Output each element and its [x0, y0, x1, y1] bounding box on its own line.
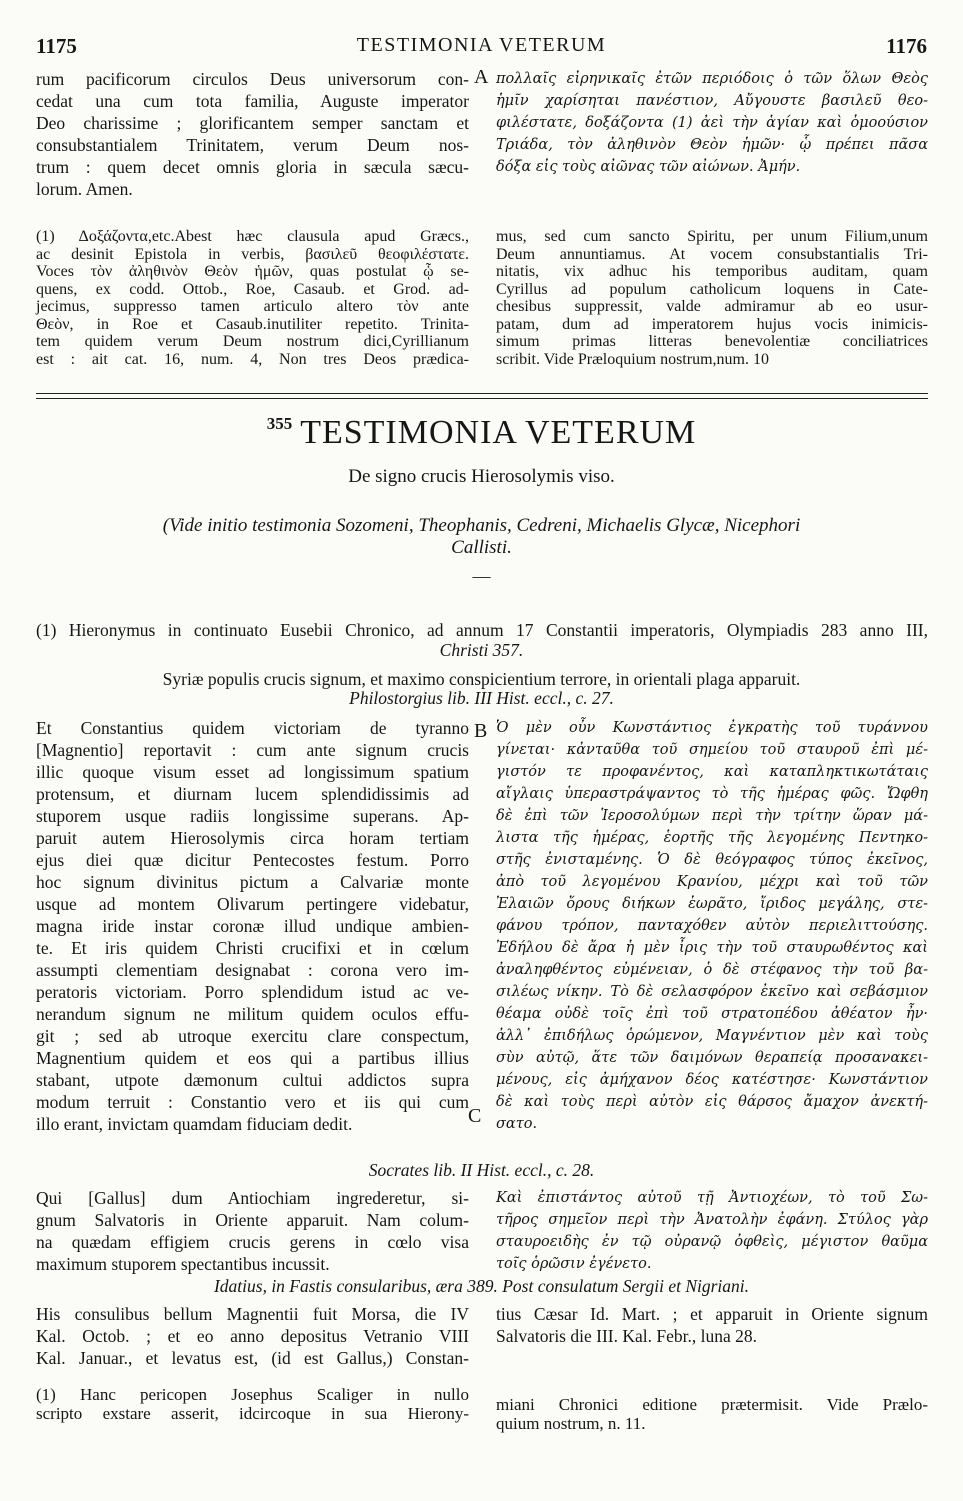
- text-line: maximum stuporem spectantibus incussit.: [36, 1254, 330, 1274]
- text-line: nerandum signum ne militum quidem oculos effu-: [36, 1004, 469, 1024]
- text-line: cedat una cum tota familia, Auguste imperator: [36, 91, 469, 111]
- text-line: σταυροειδὴς ἐν τῷ οὐρανῷ ὀφθεὶς, μέγιστον θαῦμα: [496, 1234, 928, 1250]
- text-line: rum pacificorum circulos Deus universorum con-: [36, 69, 469, 89]
- page-number-left: 1175: [36, 34, 77, 58]
- text-line: hoc signum divinitus pictum a Calvariæ monte: [36, 872, 469, 892]
- text-line: σὺν αὐτῷ, ἅτε τῶν δαιμόνων θεραπείᾳ προσανακει-: [496, 1050, 928, 1066]
- section-title: TESTIMONIA VETERUM: [300, 414, 697, 451]
- text-line: Θεὸν, in Roe et Casaub.inutiliter repetito. Trinita-: [36, 315, 469, 333]
- text-line: git ; sed ab utroque exercitu clare conspectum,: [36, 1026, 469, 1046]
- hieronymus-citation: (1) Hieronymus in continuato Eusebii Chronico, ad annum 17 Constantii imperatoris, Olympiadis 283 anno III,: [36, 620, 928, 640]
- vide-line: (Vide initio testimonia Sozomeni, Theophanis, Cedreni, Michaelis Glycæ, Nicephori: [162, 515, 801, 536]
- section-subtitle: De signo crucis Hierosolymis viso.: [348, 466, 615, 487]
- divider-rule: [36, 393, 928, 394]
- vide-line: Callisti.: [451, 537, 512, 558]
- text-line: Magnentium quidem et eos qui a partibus illius: [36, 1048, 469, 1068]
- text-line: σατο.: [496, 1116, 538, 1132]
- text-line: [Magnentio] reportavit : cum ante signum crucis: [36, 740, 469, 760]
- text-line: assumpti clementiam designabat : corona vero im-: [36, 960, 469, 980]
- text-line: Καὶ ἐπιστάντος αὐτοῦ τῇ Ἀντιοχέων, τὸ τοῦ Σω-: [496, 1190, 928, 1206]
- text-line: miani Chronici editione prætermisit. Vide Prælo-: [496, 1395, 928, 1414]
- section-heading: [0, 414, 963, 452]
- text-line: te. Et iris quidem Christi crucifixi et in cœlum: [36, 938, 469, 958]
- running-title: TESTIMONIA VETERUM: [356, 34, 607, 56]
- divider-rule: [36, 398, 928, 399]
- text-line: πολλαῖς εἰρηνικαῖς ἐτῶν περιόδοις ὁ τῶν ὅλων Θεὸς: [496, 71, 928, 87]
- text-line: Deum annuntiamus. At vocem consubstantialis Tri-: [496, 245, 928, 263]
- text-line: φάνου τρόπον, πανταχόθεν αὐτὸν περιελιττούσης.: [496, 918, 928, 934]
- footnote-right: [496, 228, 928, 368]
- text-line: σιλέως νίκην. Τὸ δὲ σελασφόρον ἐκεῖνο καὶ σεβάσμιον: [496, 984, 928, 1000]
- text-line: est : ait cat. 16, num. 4, Non tres Deos prædica-: [36, 350, 469, 368]
- text-line: Τριάδα, τὸν ἀληθινὸν Θεὸν ἡμῶν· ᾧ πρέπει πᾶσα: [496, 137, 928, 153]
- idatius-left: [36, 1303, 469, 1369]
- text-line: ἡμῖν χαρίσηται πανέστιον, Αὔγουστε βασιλεῦ θεο-: [496, 93, 928, 109]
- idatius-right: [496, 1303, 928, 1347]
- socrates-greek: [496, 1187, 928, 1275]
- page-number-right: 1176: [886, 34, 927, 58]
- text-line: magna iride instar coronæ illud undique ambien-: [36, 916, 469, 936]
- text-line: φιλέστατε, δοξάζοντα (1) ἀεὶ τὴν ἁγίαν καὶ ὁμοούσιον: [496, 115, 928, 131]
- text-line: τῆρος σημεῖον περὶ τὴν Ἀνατολὴν ἐφάνη. Στύλος γὰρ: [496, 1212, 928, 1228]
- text-line: ejus diei quæ dicitur Pentecostes festum. Porro: [36, 850, 469, 870]
- text-line: Cyrillus ad populum catholicum loquens in Cate-: [496, 280, 928, 298]
- bottom-footnote-right: [496, 1395, 928, 1433]
- margin-marker-c: C: [468, 1105, 482, 1127]
- text-line: (1) Δοξάζοντα,etc.Abest hæc clausula apud Græcs.,: [36, 228, 469, 245]
- text-line: simum primas litteras benevolentiæ conciliatrices: [496, 333, 928, 350]
- source-heading: Philostorgius lib. III Hist. eccl., c. 27.: [349, 688, 614, 708]
- top-greek-column: [496, 68, 928, 178]
- text-line: Qui [Gallus] dum Antiochiam ingrederetur, si-: [36, 1188, 469, 1208]
- text-line: ἀλλ᾽ ἐπιδήλως ὁρώμενον, Μαγνέντιον μὲν καὶ τοὺς: [496, 1028, 928, 1044]
- text-line: Kal. Januar., et levatus est, (id est Gallus,) Constan-: [36, 1348, 469, 1368]
- hieronymus-text: Syriæ populis crucis signum, et maximo conspicientium terrore, in orientali plaga apparuit.: [162, 669, 801, 689]
- text-line: lorum. Amen.: [36, 179, 133, 199]
- text-line: τοῖς ὁρῶσιν ἐγένετο.: [496, 1256, 652, 1272]
- text-line: ἀπὸ τοῦ λεγομένου Κρανίου, μέχρι καὶ τοῦ τῶν: [496, 874, 928, 890]
- text-line: illo erant, invictam quamdam fiduciam dedit.: [36, 1114, 353, 1134]
- text-line: usque ad montem Olivarum pertingere videbatur,: [36, 894, 469, 914]
- text-line: δὲ ἐπὶ τῶν Ἱεροσολύμων περὶ τὴν τρίτην ὥραν μά-: [496, 808, 928, 824]
- text-line: His consulibus bellum Magnentii fuit Morsa, die IV: [36, 1304, 469, 1324]
- text-line: ac desinit Epistola in verbis, βασιλεῦ θεοφιλέστατε.: [36, 245, 469, 263]
- text-line: θέαμα οὐδὲ τοῖς ἐπὶ τοῦ στρατοπέδου ἀθέατον ἦν·: [496, 1006, 928, 1022]
- text-line: tius Cæsar Id. Mart. ; et apparuit in Oriente signum: [496, 1304, 928, 1324]
- text-line: quium nostrum, n. 11.: [496, 1414, 646, 1433]
- text-line: Ἐδήλου δὲ ἄρα ἡ μὲν ἶρις τὴν τοῦ σταυρωθέντος καὶ: [496, 940, 928, 956]
- socrates-latin: [36, 1187, 469, 1275]
- margin-marker-a: A: [474, 66, 489, 88]
- text-line: patam, dum ad imperatorem hujus vocis inimicis-: [496, 315, 928, 333]
- text-line: δὲ καὶ τοὺς περὶ αὐτὸν εἰς θάρσος ἄμαχον ἀνεκτή-: [496, 1094, 928, 1110]
- text-line: gnum Salvatoris in Oriente apparuit. Nam colum-: [36, 1210, 469, 1230]
- margin-marker-b: B: [474, 720, 488, 742]
- text-line: Ἐλαιῶν ὄρους διήκων ἑωρᾶτο, ἴριδος μεγάλης, στε-: [496, 896, 928, 912]
- dash-separator: —: [472, 566, 491, 586]
- text-line: modum terruit : Constantio vero et iis qui cum: [36, 1092, 469, 1112]
- philostorgius-latin: [36, 717, 469, 1135]
- footnote-left: [36, 228, 469, 368]
- text-line: mus, sed cum sancto Spiritu, per unum Filium,unum: [496, 228, 928, 245]
- text-line: na quædam effigiem crucis gerens in cœlo visa: [36, 1232, 469, 1252]
- source-heading: Idatius, in Fastis consularibus, æra 389. Post consulatum Sergii et Nigriani.: [213, 1276, 750, 1296]
- text-line: jecimus, suppresso tamen articulo altero τὸν ante: [36, 298, 469, 315]
- text-line: Deo charissime ; glorificantem semper sanctam et: [36, 113, 469, 133]
- text-line: stabant, utpote dæmonum cultui addictos supra: [36, 1070, 469, 1090]
- text-line: γιστόν τε προφανέντος, καὶ καταπληκτικωτάταις: [496, 764, 928, 780]
- text-line: μένους, εἰς ἀμήχανον δέος κατέστησε· Κωνστάντιον: [496, 1072, 928, 1088]
- top-latin-column: [36, 68, 469, 200]
- text-line: δόξα εἰς τοὺς αἰῶνας τῶν αἰώνων. Ἀμήν.: [496, 159, 801, 175]
- text-line: στῆς ἐνισταμένης. Ὁ δὲ θεόγραφος τύπος ἐκεῖνος,: [496, 852, 928, 868]
- text-line: trum : quem decet omnis gloria in sæcula sæcu-: [36, 157, 469, 177]
- text-line: scripto exstare asserit, idcircoque in sua Hierony-: [36, 1404, 469, 1423]
- text-line: γίνεται· κἀνταῦθα τοῦ σημείου τοῦ σταυροῦ ἐπὶ μέ-: [496, 742, 928, 758]
- bottom-footnote-left: [36, 1385, 469, 1423]
- text-line: (1) Hanc pericopen Josephus Scaliger in nullo: [36, 1385, 469, 1404]
- text-line: Voces τὸν ἀληθινὸν Θεὸν ἡμῶν, quas postulat ᾧ se-: [36, 263, 469, 280]
- section-number: 355: [266, 414, 293, 433]
- text-line: consubstantialem Trinitatem, verum Deum nos-: [36, 135, 469, 155]
- text-line: λιστα τῆς ἡμέρας, ἑορτῆς τῆς λεγομένης Πεντηκο-: [496, 830, 928, 846]
- text-line: illic quoque visum esset ad longissimum spatium: [36, 762, 469, 782]
- text-line: scribit. Vide Præloquium nostrum,num. 10: [496, 350, 769, 368]
- text-line: chesibus suppressit, valde admiramur ab eo usur-: [496, 298, 928, 315]
- text-line: Salvatoris die III. Kal. Febr., luna 28.: [496, 1326, 757, 1346]
- text-line: ἀναληφθέντος εὐμένειαν, ὁ δὲ στέφανος τὴν τοῦ βα-: [496, 962, 928, 978]
- text-line: nitatis, vix adhuc his temporibus auditam, quam: [496, 263, 928, 280]
- text-line: peratoris victoriam. Porro splendidum istud ac ve-: [36, 982, 469, 1002]
- text-line: Ὁ μὲν οὖν Κωνστάντιος ἐγκρατὴς τοῦ τυράννου: [496, 720, 928, 736]
- text-line: tem quidem verum Deum nostrum dici,Cyrillianum: [36, 333, 469, 350]
- text-line: protensum, et diurnam lucem splendidissimis ad: [36, 784, 469, 804]
- text-line: stuporem usque radiis longissime superans. Ap-: [36, 806, 469, 826]
- text-line: Et Constantius quidem victoriam de tyranno: [36, 718, 469, 738]
- philostorgius-greek: [496, 717, 928, 1135]
- text-line: Kal. Octob. ; et eo anno depositus Vetranio VIII: [36, 1326, 469, 1346]
- text-line: quens, ex codd. Ottob., Roe, Casaub. et Grod. ad-: [36, 280, 469, 298]
- source-heading: Socrates lib. II Hist. eccl., c. 28.: [368, 1160, 595, 1180]
- text-line: paruit autem Hierosolymis circa horam tertiam: [36, 828, 469, 848]
- hieronymus-citation-cont: Christi 357.: [439, 640, 524, 660]
- text-line: αἴγλαις ὑπεραστράψαντος τὸ τῆς ἡμέρας φῶς. Ὤφθη: [496, 786, 928, 802]
